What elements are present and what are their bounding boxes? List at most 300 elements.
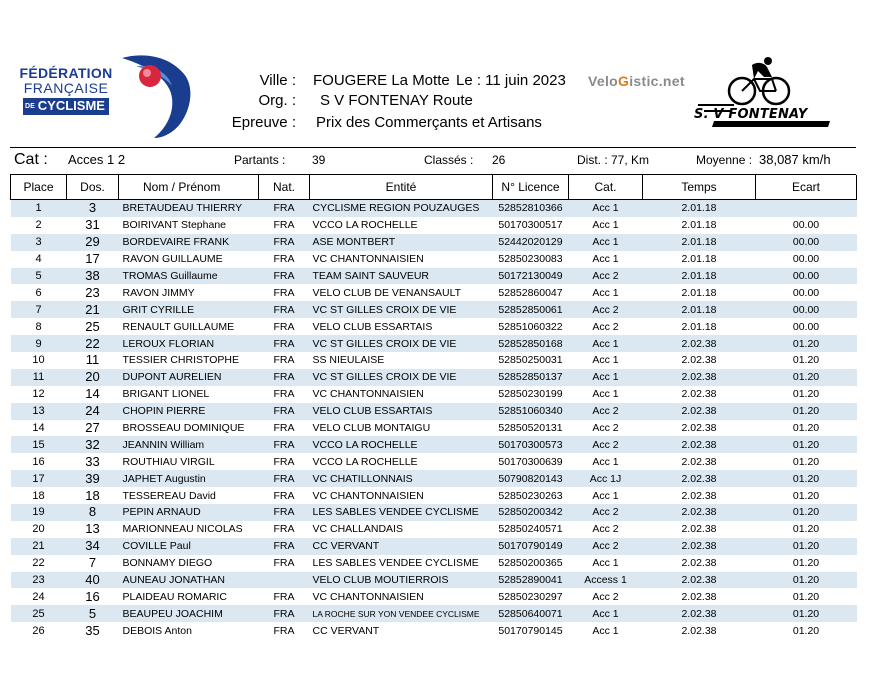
cell-entite: VC CHANTONNAISIEN xyxy=(312,253,424,266)
cell-temps: 2.02.38 xyxy=(681,523,717,536)
cell-licence: 52442020129 xyxy=(498,236,563,249)
cell-nom: BRETAUDEAU THIERRY xyxy=(122,202,243,215)
cell-dos: 31 xyxy=(85,217,100,233)
cell-licence: 50172130049 xyxy=(498,270,563,282)
cell-temps: 2.02.38 xyxy=(681,472,717,485)
cell-temps: 2.01.18 xyxy=(681,236,717,249)
cell-temps: 2.02.38 xyxy=(681,438,717,451)
cell-nat: FRA xyxy=(273,337,295,350)
cell-nom: RAVON JIMMY xyxy=(122,286,195,299)
cell-licence: 52851060340 xyxy=(498,405,563,418)
cell-cat: Acc 1 xyxy=(592,354,619,367)
cell-ecart: 01.20 xyxy=(792,574,820,587)
cell-nom: PLAIDEAU ROMARIC xyxy=(122,590,227,603)
ffc-logo-line1: FÉDÉRATION xyxy=(19,65,113,81)
table-row xyxy=(11,538,857,555)
cell-temps: 2.02.38 xyxy=(681,506,717,519)
cell-temps: 2.01.18 xyxy=(681,286,717,299)
cell-nom: PEPIN ARNAUD xyxy=(122,506,201,519)
cell-cat: Acc 1 xyxy=(592,557,619,570)
cell-licence: 50170300639 xyxy=(498,455,563,468)
cell-cat: Acc 1 xyxy=(592,607,619,620)
cell-ecart: 01.20 xyxy=(792,388,820,401)
cell-ecart xyxy=(756,200,857,217)
cell-ecart: 01.20 xyxy=(792,489,820,502)
cell-licence: 50170790145 xyxy=(498,624,563,637)
cell-entite: VC CHATILLONNAIS xyxy=(312,472,413,485)
cell-nom: DUPONT AURELIEN xyxy=(122,371,222,384)
cell-dos: 35 xyxy=(85,622,100,638)
cell-nom: BOIRIVANT Stephane xyxy=(122,219,226,232)
cell-nat: FRA xyxy=(273,590,295,603)
cell-nom: GRIT CYRILLE xyxy=(122,303,195,316)
cell-nat: FRA xyxy=(273,286,295,299)
cell-ecart: 00.00 xyxy=(792,219,820,232)
cell-cat: Acc 1J xyxy=(589,472,622,485)
table-row xyxy=(11,436,857,453)
cell-temps: 2.02.38 xyxy=(681,455,717,468)
cell-licence: 52852890041 xyxy=(498,574,563,587)
cell-place: 13 xyxy=(32,405,45,418)
cell-nat: FRA xyxy=(273,253,295,266)
cell-cat: Acc 2 xyxy=(592,523,619,536)
table-row xyxy=(11,335,857,352)
cell-dos: 32 xyxy=(85,436,100,452)
cell-place: 19 xyxy=(32,506,45,519)
col-dos: Dos. xyxy=(67,175,119,200)
col-ecart: Ecart xyxy=(756,175,857,200)
table-header-row xyxy=(11,175,857,200)
table-row xyxy=(11,268,857,285)
cell-ecart: 01.20 xyxy=(792,472,820,485)
table-row xyxy=(11,588,857,605)
cell-temps: 2.02.38 xyxy=(681,371,717,384)
cell-licence: 50170300517 xyxy=(498,219,563,232)
cell-place: 24 xyxy=(32,590,45,603)
cell-nat: FRA xyxy=(273,219,295,232)
cell-nom: BONNAMY DIEGO xyxy=(122,557,213,570)
cell-ecart: 00.00 xyxy=(792,236,820,249)
cell-nom: JAPHET Augustin xyxy=(122,472,206,485)
table-row xyxy=(11,284,857,301)
cell-place: 17 xyxy=(32,472,45,485)
cell-place: 7 xyxy=(35,303,42,316)
cell-entite: VELO CLUB MONTAIGU xyxy=(312,422,431,435)
table-row xyxy=(11,217,857,234)
ffc-logo-prefix: DE xyxy=(25,102,35,110)
cell-nat: FRA xyxy=(273,303,295,316)
cell-nom: COVILLE Paul xyxy=(122,540,191,553)
cell-entite: VC ST GILLES CROIX DE VIE xyxy=(312,337,457,350)
cell-dos: 14 xyxy=(85,386,100,402)
cell-licence: 52850200342 xyxy=(498,506,563,519)
table-row xyxy=(11,301,857,318)
table-row xyxy=(11,369,857,386)
cell-licence: 52850230297 xyxy=(498,590,563,603)
cell-cat: Acc 2 xyxy=(592,438,619,451)
cell-temps: 2.01.18 xyxy=(681,320,717,333)
cell-entite: VCCO LA ROCHELLE xyxy=(312,455,418,468)
epreuve-value: Prix des Commerçants et Artisans xyxy=(316,114,542,131)
cell-licence: 50790820143 xyxy=(498,472,563,485)
cell-temps: 2.02.38 xyxy=(681,590,717,603)
cell-temps: 2.01.18 xyxy=(681,303,717,316)
cell-entite: VC CHANTONNAISIEN xyxy=(312,489,424,502)
cell-temps: 2.02.38 xyxy=(681,354,717,367)
cell-nat: FRA xyxy=(273,320,295,333)
cell-place: 21 xyxy=(32,540,45,553)
cell-entite: VELO CLUB ESSARTAIS xyxy=(312,320,433,333)
cell-entite: VC CHALLANDAIS xyxy=(312,523,403,536)
cell-cat: Acc 1 xyxy=(592,286,619,299)
cell-nom: TESSEREAU David xyxy=(122,489,216,502)
ffc-logo-line2: FRANÇAISE xyxy=(23,80,109,96)
cell-licence: 52850250031 xyxy=(498,354,563,367)
category-value: Acces 1 2 xyxy=(68,152,126,167)
cyclist-icon xyxy=(694,55,834,137)
ffc-logo-line3 xyxy=(23,98,109,115)
race-date: Le : 11 juin 2023 xyxy=(456,72,566,89)
cell-entite: VC ST GILLES CROIX DE VIE xyxy=(312,303,457,316)
cell-dos: 21 xyxy=(85,301,100,317)
cell-entite: CYCLISME REGION POUZAUGES xyxy=(312,202,480,215)
classes-label: Classés : xyxy=(424,153,474,167)
cell-dos: 3 xyxy=(88,200,97,216)
cell-dos: 8 xyxy=(88,504,97,520)
col-entite: Entité xyxy=(310,175,493,200)
cell-entite: LES SABLES VENDEE CYCLISME xyxy=(312,557,479,570)
cell-entite: VC ST GILLES CROIX DE VIE xyxy=(312,371,457,384)
cell-nat: FRA xyxy=(273,236,295,249)
classes-value: 26 xyxy=(492,153,506,167)
table-row xyxy=(11,470,857,487)
cell-ecart: 00.00 xyxy=(792,286,820,299)
cell-place: 18 xyxy=(32,489,45,502)
cell-temps: 2.01.18 xyxy=(681,202,717,215)
cell-entite: CC VERVANT xyxy=(312,624,380,637)
cell-ecart: 01.20 xyxy=(792,455,820,468)
cell-dos: 11 xyxy=(85,352,100,368)
cell-temps: 2.02.38 xyxy=(681,489,717,502)
cell-dos: 23 xyxy=(85,284,100,300)
col-nat: Nat. xyxy=(259,175,310,200)
cell-dos: 13 xyxy=(85,521,100,537)
cell-dos: 18 xyxy=(85,487,100,503)
cell-dos: 29 xyxy=(85,234,100,250)
table-row xyxy=(11,352,857,369)
cell-entite: LA ROCHE SUR YON VENDEE CYCLISME xyxy=(312,608,480,619)
table-row xyxy=(11,420,857,437)
distance: Dist. : 77, Km xyxy=(577,153,650,167)
table-row xyxy=(11,487,857,504)
moyenne-value: 38,087 km/h xyxy=(759,152,831,167)
cell-entite: VC CHANTONNAISIEN xyxy=(312,388,424,401)
cell-temps: 2.01.18 xyxy=(681,270,717,282)
results-table xyxy=(10,175,857,639)
table-row xyxy=(11,622,857,639)
category-label: Cat : xyxy=(14,151,48,168)
table-row xyxy=(11,234,857,251)
cell-ecart: 01.20 xyxy=(792,405,820,418)
cell-ecart: 01.20 xyxy=(792,540,820,553)
cell-cat: Acc 1 xyxy=(592,489,619,502)
cell-licence: 52852850168 xyxy=(498,337,563,350)
cell-place: 10 xyxy=(32,354,45,367)
cell-nat: FRA xyxy=(273,405,295,418)
cell-cat: Acc 1 xyxy=(592,624,619,637)
cell-nom: RAVON GUILLAUME xyxy=(122,253,223,266)
cell-place: 23 xyxy=(32,574,45,587)
cell-nom: CHOPIN PIERRE xyxy=(122,405,206,418)
cell-nom: BORDEVAIRE FRANK xyxy=(122,236,230,249)
cell-place: 5 xyxy=(35,270,42,282)
cell-entite: VC CHANTONNAISIEN xyxy=(312,590,424,603)
velogistic-part3: istic.net xyxy=(629,73,685,89)
cell-dos: 20 xyxy=(85,369,100,385)
cell-temps: 2.02.38 xyxy=(681,388,717,401)
cell-ecart: 00.00 xyxy=(792,303,820,316)
col-temps: Temps xyxy=(643,175,756,200)
org-value: S V FONTENAY Route xyxy=(320,92,473,109)
cell-nat: FRA xyxy=(273,270,295,282)
cell-cat: Acc 1 xyxy=(592,455,619,468)
cell-ecart: 01.20 xyxy=(792,523,820,536)
cell-dos: 25 xyxy=(85,318,100,334)
table-row xyxy=(11,572,857,589)
cell-temps: 2.02.38 xyxy=(681,337,717,350)
cell-ecart: 00.00 xyxy=(792,320,820,333)
cell-dos: 34 xyxy=(85,538,100,554)
velogistic-part2: G xyxy=(618,73,630,89)
cell-dos: 17 xyxy=(85,251,100,267)
ffc-logo-text xyxy=(18,66,114,115)
cell-cat: Acc 1 xyxy=(592,236,619,249)
table-row xyxy=(11,386,857,403)
cell-cat: Acc 1 xyxy=(592,219,619,232)
cell-temps: 2.02.38 xyxy=(681,607,717,620)
cell-cat: Acc 2 xyxy=(592,422,619,435)
cell-nat: FRA xyxy=(273,523,295,536)
cell-dos: 24 xyxy=(85,403,100,419)
cell-nat: FRA xyxy=(273,624,295,637)
ville-value: FOUGERE La Motte xyxy=(313,72,450,89)
cell-ecart: 01.20 xyxy=(792,354,820,367)
cell-place: 25 xyxy=(32,607,45,620)
partants-label: Partants : xyxy=(234,153,286,167)
cell-nat: FRA xyxy=(273,540,295,553)
cell-ecart: 01.20 xyxy=(792,557,820,570)
table-row xyxy=(11,251,857,268)
moyenne-label: Moyenne : xyxy=(696,153,753,167)
cell-cat: Access 1 xyxy=(584,574,627,587)
cell-nat: FRA xyxy=(273,455,295,468)
cell-entite: ASE MONTBERT xyxy=(312,236,396,249)
cell-place: 2 xyxy=(35,219,42,232)
cell-cat: Acc 2 xyxy=(592,320,619,333)
cell-licence: 52850230199 xyxy=(498,388,563,401)
epreuve-label: Epreuve : xyxy=(231,114,296,131)
cell-dos: 7 xyxy=(88,555,97,571)
cell-place: 4 xyxy=(35,253,42,266)
col-licence: N° Licence xyxy=(493,175,569,200)
velogistic-part1: Velo xyxy=(588,73,618,89)
cell-temps: 2.02.38 xyxy=(681,624,717,637)
cell-cat: Acc 2 xyxy=(592,405,619,418)
cell-temps: 2.01.18 xyxy=(681,219,717,232)
ffc-logo-cyclisme: CYCLISME xyxy=(37,98,105,113)
cell-dos: 40 xyxy=(85,572,100,588)
cell-place: 15 xyxy=(32,438,45,451)
cell-licence: 52851060322 xyxy=(498,320,563,333)
cell-place: 11 xyxy=(32,371,45,384)
cell-ecart: 00.00 xyxy=(792,253,820,266)
cell-ecart: 01.20 xyxy=(792,506,820,519)
cell-nom: RENAULT GUILLAUME xyxy=(122,320,235,333)
col-place: Place xyxy=(11,175,67,200)
table-row xyxy=(11,521,857,538)
cell-place: 20 xyxy=(32,523,45,536)
cell-nom: JEANNIN William xyxy=(122,438,205,451)
partants-value: 39 xyxy=(312,153,326,167)
cell-nom: BEAUPEU JOACHIM xyxy=(122,607,223,620)
table-row xyxy=(11,318,857,335)
cell-place: 14 xyxy=(32,422,45,435)
cell-nat: FRA xyxy=(273,557,295,570)
cell-licence: 52852850137 xyxy=(498,371,563,384)
cell-nat xyxy=(259,572,310,589)
cell-nat: FRA xyxy=(273,371,295,384)
cell-temps: 2.02.38 xyxy=(681,557,717,570)
cell-licence: 52850230083 xyxy=(498,253,563,266)
cell-temps: 2.02.38 xyxy=(681,574,717,587)
cell-nom: TROMAS Guillaume xyxy=(122,270,218,282)
cell-dos: 39 xyxy=(85,470,100,486)
cell-entite: TEAM SAINT SAUVEUR xyxy=(312,270,429,282)
cell-licence: 52852810366 xyxy=(498,202,563,215)
svf-logo xyxy=(694,55,834,137)
svf-logo-text: S. V FONTENAY xyxy=(694,107,808,122)
cell-cat: Acc 1 xyxy=(592,388,619,401)
cell-place: 22 xyxy=(32,557,45,570)
cell-nat: FRA xyxy=(273,422,295,435)
cell-place: 16 xyxy=(32,455,45,468)
cell-licence: 52852850061 xyxy=(498,303,563,316)
cell-dos: 33 xyxy=(85,453,100,469)
cell-place: 8 xyxy=(35,320,42,333)
cell-entite: CC VERVANT xyxy=(312,540,380,553)
cell-nom: BRIGANT LIONEL xyxy=(122,388,210,401)
cell-licence: 50170300573 xyxy=(498,438,563,451)
org-label: Org. : xyxy=(258,92,296,109)
cell-nom: BROSSEAU DOMINIQUE xyxy=(122,422,245,435)
cell-licence: 50170790149 xyxy=(498,540,563,553)
cell-ecart: 01.20 xyxy=(792,590,820,603)
cell-nom: LEROUX FLORIAN xyxy=(122,337,215,350)
cell-licence: 52852860047 xyxy=(498,286,563,299)
table-row xyxy=(11,504,857,521)
cell-entite: LES SABLES VENDEE CYCLISME xyxy=(312,506,479,519)
category-bar xyxy=(10,147,856,175)
cell-ecart: 01.20 xyxy=(792,607,820,620)
cell-licence: 52850240571 xyxy=(498,523,563,536)
cell-cat: Acc 1 xyxy=(592,253,619,266)
cell-cat: Acc 2 xyxy=(592,506,619,519)
table-row xyxy=(11,403,857,420)
velogistic-brand xyxy=(588,73,685,89)
cell-nat: FRA xyxy=(273,489,295,502)
cell-entite: VELO CLUB ESSARTAIS xyxy=(312,405,433,418)
cell-nat: FRA xyxy=(273,438,295,451)
cell-ecart: 01.20 xyxy=(792,438,820,451)
cell-licence: 52850640071 xyxy=(498,607,563,620)
cell-nat: FRA xyxy=(273,202,295,215)
cell-place: 12 xyxy=(32,388,45,401)
cell-place: 26 xyxy=(32,624,45,637)
cell-nat: FRA xyxy=(273,388,295,401)
cell-ecart: 01.20 xyxy=(792,422,820,435)
cell-place: 9 xyxy=(35,337,42,350)
cell-place: 1 xyxy=(35,202,42,215)
cell-entite: SS NIEULAISE xyxy=(312,354,385,367)
cell-entite: VELO CLUB DE VENANSAULT xyxy=(312,286,462,299)
cell-place: 3 xyxy=(35,236,42,249)
table-row xyxy=(11,605,857,622)
cell-nat: FRA xyxy=(273,506,295,519)
cell-cat: Acc 1 xyxy=(592,337,619,350)
cell-licence: 52850520131 xyxy=(498,422,563,435)
cell-cat: Acc 1 xyxy=(592,371,619,384)
cell-dos: 22 xyxy=(85,335,100,351)
cell-nom: DEBOIS Anton xyxy=(122,624,192,637)
col-nom: Nom / Prénom xyxy=(119,175,259,200)
cell-cat: Acc 2 xyxy=(592,303,619,316)
table-row xyxy=(11,555,857,572)
cell-nom: MARIONNEAU NICOLAS xyxy=(122,523,243,536)
cell-nom: AUNEAU JONATHAN xyxy=(122,574,225,587)
cell-nom: ROUTHIAU VIRGIL xyxy=(122,455,215,468)
table-row xyxy=(11,453,857,470)
cell-licence: 52850200365 xyxy=(498,557,563,570)
cell-temps: 2.02.38 xyxy=(681,405,717,418)
cell-cat: Acc 2 xyxy=(592,590,619,603)
cell-temps: 2.01.18 xyxy=(681,253,717,266)
table-row xyxy=(11,200,857,217)
cell-nat: FRA xyxy=(273,472,295,485)
cell-ecart: 00.00 xyxy=(792,270,820,282)
cell-place: 6 xyxy=(35,286,42,299)
cell-cat: Acc 2 xyxy=(592,270,619,282)
cell-entite: VELO CLUB MOUTIERROIS xyxy=(312,574,449,587)
cell-nom: TESSIER CHRISTOPHE xyxy=(122,354,239,367)
cell-ecart: 01.20 xyxy=(792,624,820,637)
cell-licence: 52850230263 xyxy=(498,489,563,502)
cell-nat: FRA xyxy=(273,354,295,367)
cell-cat: Acc 2 xyxy=(592,540,619,553)
cell-dos: 27 xyxy=(85,420,100,436)
col-cat: Cat. xyxy=(569,175,643,200)
cell-ecart: 01.20 xyxy=(792,337,820,350)
cell-dos: 16 xyxy=(85,588,100,604)
cell-dos: 5 xyxy=(88,605,97,621)
cell-temps: 2.02.38 xyxy=(681,540,717,553)
cell-entite: VCCO LA ROCHELLE xyxy=(312,219,418,232)
cell-dos: 38 xyxy=(85,268,100,283)
cell-cat: Acc 1 xyxy=(592,202,619,215)
cell-ecart: 01.20 xyxy=(792,371,820,384)
ville-label: Ville : xyxy=(259,72,296,89)
cell-temps: 2.02.38 xyxy=(681,422,717,435)
cell-nat: FRA xyxy=(273,607,295,620)
